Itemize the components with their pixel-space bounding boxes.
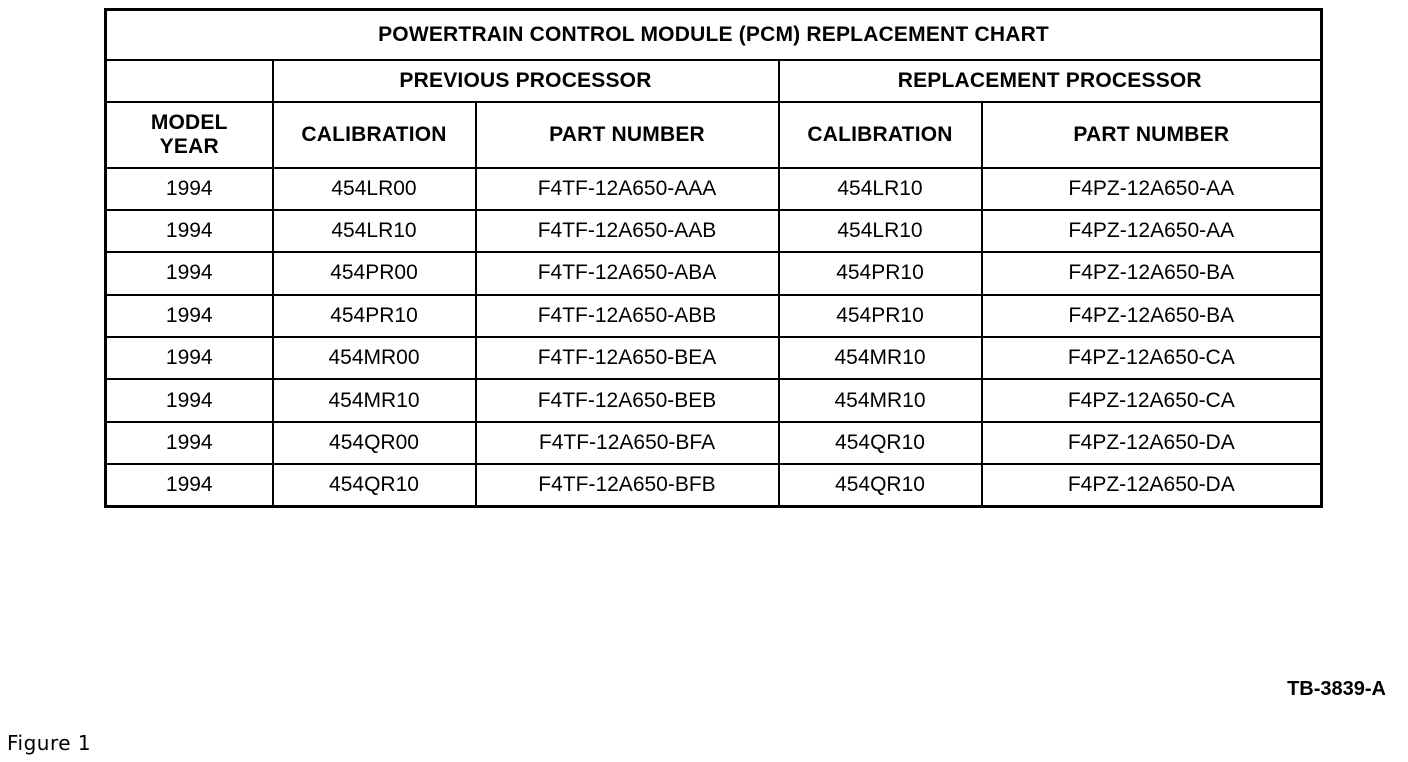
model-year-cell: 1994 (106, 295, 273, 337)
replacement-calibration-cell: 454MR10 (779, 337, 982, 379)
previous-calibration-cell: 454PR10 (273, 295, 476, 337)
group-header-replacement-processor: REPLACEMENT PROCESSOR (779, 60, 1322, 102)
previous-part-number-cell: F4TF-12A650-BFB (476, 464, 779, 506)
previous-part-number-cell: F4TF-12A650-AAA (476, 168, 779, 210)
replacement-calibration-cell: 454LR10 (779, 168, 982, 210)
replacement-calibration-cell: 454MR10 (779, 379, 982, 421)
column-header-model-year (106, 102, 273, 168)
previous-calibration-cell: 454LR10 (273, 210, 476, 252)
tb-code-label: TB-3839-A (1287, 678, 1386, 700)
column-header-replacement-calibration: CALIBRATION (779, 102, 982, 168)
replacement-calibration-cell: 454LR10 (779, 210, 982, 252)
model-year-cell: 1994 (106, 168, 273, 210)
replacement-part-number-cell: F4PZ-12A650-AA (982, 210, 1322, 252)
group-header-empty (106, 60, 273, 102)
replacement-part-number-cell: F4PZ-12A650-CA (982, 379, 1322, 421)
previous-part-number-cell: F4TF-12A650-AAB (476, 210, 779, 252)
pcm-replacement-chart (104, 8, 1323, 508)
replacement-part-number-cell: F4PZ-12A650-BA (982, 295, 1322, 337)
replacement-calibration-cell: 454QR10 (779, 422, 982, 464)
replacement-calibration-cell: 454QR10 (779, 464, 982, 506)
model-year-cell: 1994 (106, 337, 273, 379)
previous-part-number-cell: F4TF-12A650-ABB (476, 295, 779, 337)
model-year-cell: 1994 (106, 422, 273, 464)
model-year-cell: 1994 (106, 210, 273, 252)
table-row (106, 252, 1322, 294)
replacement-part-number-cell: F4PZ-12A650-AA (982, 168, 1322, 210)
replacement-calibration-cell: 454PR10 (779, 252, 982, 294)
model-year-cell: 1994 (106, 379, 273, 421)
replacement-part-number-cell: F4PZ-12A650-DA (982, 422, 1322, 464)
table-row (106, 168, 1322, 210)
previous-calibration-cell: 454PR00 (273, 252, 476, 294)
column-header-previous-calibration: CALIBRATION (273, 102, 476, 168)
table-row (106, 295, 1322, 337)
model-year-label-line1: MODEL (150, 110, 228, 134)
previous-part-number-cell: F4TF-12A650-BFA (476, 422, 779, 464)
table-row (106, 422, 1322, 464)
previous-part-number-cell: F4TF-12A650-BEB (476, 379, 779, 421)
figure-caption: Figure 1 (7, 731, 92, 755)
table-row (106, 210, 1322, 252)
previous-calibration-cell: 454QR00 (273, 422, 476, 464)
replacement-part-number-cell: F4PZ-12A650-CA (982, 337, 1322, 379)
table-row (106, 379, 1322, 421)
table-body (106, 168, 1322, 507)
model-year-label-line2: YEAR (159, 134, 219, 158)
group-header-previous-processor: PREVIOUS PROCESSOR (273, 60, 779, 102)
column-header-previous-part-number: PART NUMBER (476, 102, 779, 168)
column-header-replacement-part-number: PART NUMBER (982, 102, 1322, 168)
model-year-cell: 1994 (106, 252, 273, 294)
previous-calibration-cell: 454MR10 (273, 379, 476, 421)
replacement-part-number-cell: F4PZ-12A650-DA (982, 464, 1322, 506)
chart-title: POWERTRAIN CONTROL MODULE (PCM) REPLACEMENT CHART (106, 10, 1322, 60)
previous-part-number-cell: F4TF-12A650-BEA (476, 337, 779, 379)
previous-part-number-cell: F4TF-12A650-ABA (476, 252, 779, 294)
model-year-cell: 1994 (106, 464, 273, 506)
replacement-part-number-cell: F4PZ-12A650-BA (982, 252, 1322, 294)
table-row (106, 337, 1322, 379)
previous-calibration-cell: 454LR00 (273, 168, 476, 210)
replacement-calibration-cell: 454PR10 (779, 295, 982, 337)
previous-calibration-cell: 454QR10 (273, 464, 476, 506)
previous-calibration-cell: 454MR00 (273, 337, 476, 379)
table-row (106, 464, 1322, 506)
